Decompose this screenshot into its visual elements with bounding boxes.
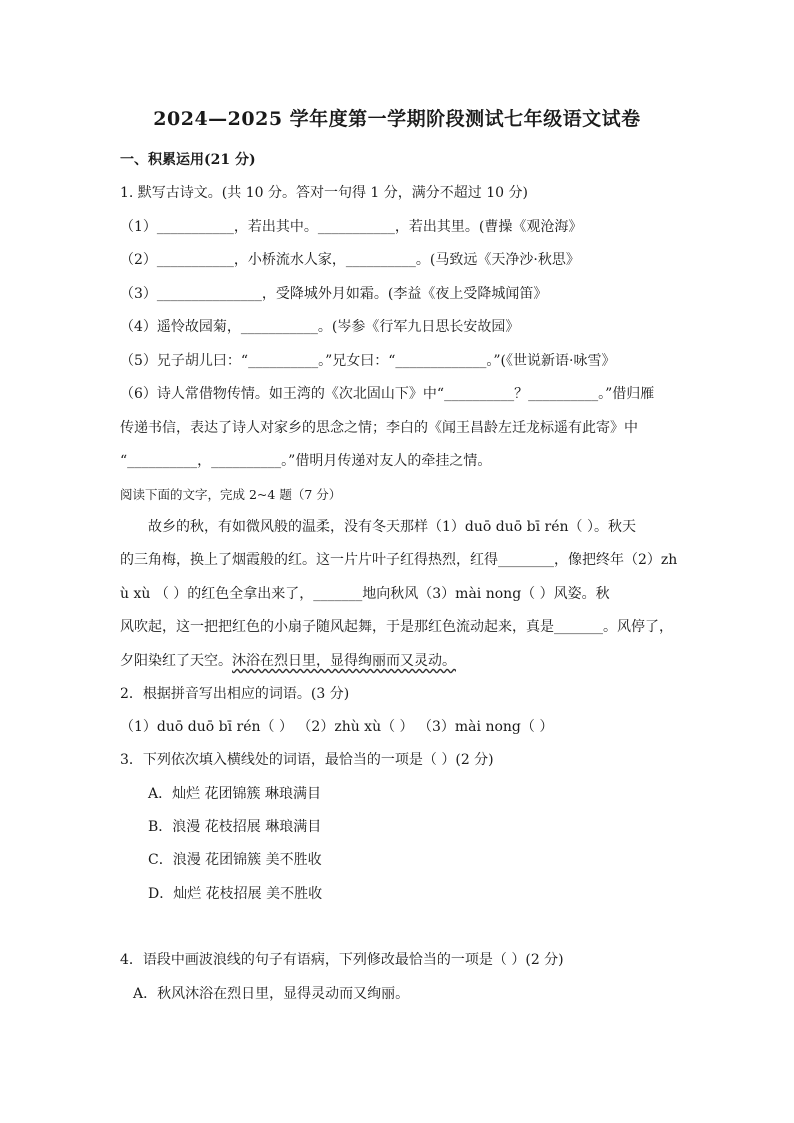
question-2-answers: （1）duō duō bī rén（ ） （2）zhù xù（ ） （3）mài nong（ ） <box>120 719 554 735</box>
question-1-item: （3）_______________，受降城外月如霜。(李益《夜上受降城闻笛》 <box>120 286 548 302</box>
section-heading: 一、积累运用(21 分) <box>120 152 256 168</box>
page-title: 2024—2025 学年度第一学期阶段测试七年级语文试卷 <box>153 108 641 130</box>
passage-line <box>120 651 456 671</box>
passage-line: 的三角梅，换上了烟霞般的红。这一片片叶子红得热烈，红得________，像把终年（2）zh <box>120 552 678 568</box>
question-4-option: A．秋风沐浴在烈日里，显得灵动而又绚丽。 <box>133 986 410 1002</box>
reading-instructions: 阅读下面的文字，完成 2~4 题（7 分） <box>120 487 342 502</box>
question-2-stem: 2．根据拼音写出相应的词语。(3 分) <box>120 686 350 702</box>
question-1-item: （6）诗人常借物传情。如王湾的《次北固山下》中“__________？__________。”借归雁 <box>120 386 655 402</box>
passage-line: 风吹起，这一把把红色的小扇子随风起舞，于是那红色流动起来，真是_______。风停了， <box>120 619 673 635</box>
question-1-item: （5）兄子胡儿曰：“__________。”兄女曰：“_____________。”(《世说新语·咏雪》 <box>120 353 616 369</box>
question-3-stem: 3．下列依次填入横线处的词语，最恰当的一项是（ ）(2 分) <box>120 752 494 768</box>
question-1-item: （4）遥怜故园菊，___________。(岑参《行军九日思长安故园》 <box>120 319 520 335</box>
question-1-item: （1）___________，若出其中。___________，若出其里。(曹操《观沧海》 <box>120 219 583 235</box>
question-3-option: C．浪漫 花团锦簇 美不胜收 <box>148 852 322 868</box>
question-1-item: （2）___________，小桥流水人家，__________。(马致远《天净沙·秋思》 <box>120 252 580 268</box>
question-4-stem: 4．语段中画波浪线的句子有语病，下列修改最恰当的一项是（ ）(2 分) <box>120 952 564 968</box>
question-1-item: “__________，__________。”借明月传递对友人的牵挂之情。 <box>120 453 492 469</box>
passage-line: ù xù （ ）的红色全拿出来了，_______地向秋风（3）mài nong（ ）风姿。秋 <box>120 586 610 602</box>
passage-line: 故乡的秋，有如微风般的温柔，没有冬天那样（1）duō duō bī rén（ ）。秋天 <box>148 519 636 535</box>
passage-text: 夕阳染红了天空。 <box>120 653 232 669</box>
question-1-stem: 1. 默写古诗文。(共 10 分。答对一句得 1 分，满分不超过 10 分) <box>120 185 528 201</box>
question-1-item: 传递书信，表达了诗人对家乡的思念之情；李白的《闻王昌龄左迁龙标遥有此寄》中 <box>120 420 638 436</box>
question-3-option: D．灿烂 花枝招展 美不胜收 <box>148 886 323 902</box>
question-3-option: A．灿烂 花团锦簇 琳琅满目 <box>148 786 322 802</box>
question-3-option: B．浪漫 花枝招展 琳琅满目 <box>148 819 322 835</box>
wavy-underlined-sentence: 沐浴在烈日里，显得绚丽而又灵动。 <box>232 653 456 669</box>
